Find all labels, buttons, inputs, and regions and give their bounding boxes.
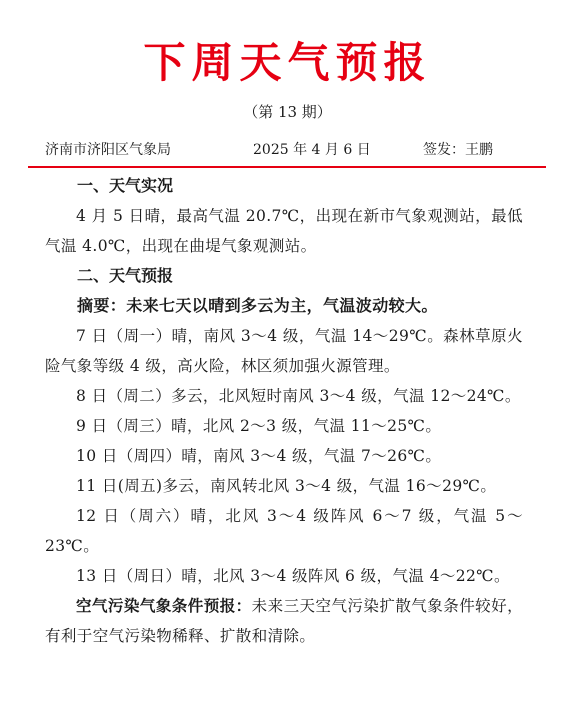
forecast-summary: 摘要：未来七天以晴到多云为主，气温波动较大。 — [77, 296, 438, 315]
issuing-organization: 济南市济阳区气象局 — [45, 142, 171, 158]
air-pollution-label: 空气污染气象条件预报： — [76, 597, 252, 615]
section-heading-observation: 一、天气实况 — [77, 176, 174, 195]
forecast-day: 8 日（周二）多云，北风短时南风 3～4 级，气温 12～24℃。 — [76, 387, 521, 405]
forecast-day: 11 日(周五)多云，南风转北风 3～4 级，气温 16～29℃。 — [76, 477, 497, 495]
forecast-day: 13 日（周日）晴，北风 3～4 级阵风 6 级，气温 4～22℃。 — [76, 567, 510, 585]
observation-text: 4 月 5 日晴，最高气温 20.7℃，出现在新市气象观测站，最低气温 4.0℃，出现在曲堤气象观测站。 — [45, 207, 523, 255]
issue-date: 2025 年 4 月 6 日 — [253, 142, 371, 158]
forecast-day: 10 日（周四）晴，南风 3～4 级，气温 7～26℃。 — [76, 447, 442, 465]
forecast-day: 7 日（周一）晴，南风 3～4 级，气温 14～29℃。森林草原火险气象等级 4 级，高火险，林区须加强火源管理。 — [45, 327, 523, 375]
forecast-day: 9 日（周三）晴，北风 2～3 级，气温 11～25℃。 — [76, 417, 442, 435]
air-pollution-forecast — [45, 591, 523, 651]
document-title: 下周天气预报 — [143, 38, 432, 87]
header-divider — [28, 166, 546, 168]
document-body — [45, 171, 523, 651]
forecast-day: 12 日（周六）晴，北风 3～4 级阵风 6～7 级，气温 5～23℃。 — [45, 507, 523, 555]
issue-number: （第 13 期） — [243, 103, 332, 121]
meta-row — [45, 139, 545, 161]
signer: 签发：王鹏 — [423, 142, 493, 158]
section-heading-forecast: 二、天气预报 — [77, 266, 174, 285]
air-pollution-text: 未来三天空气污染扩散气象条件较好，有利于空气污染物稀释、扩散和清除。 — [45, 597, 523, 645]
